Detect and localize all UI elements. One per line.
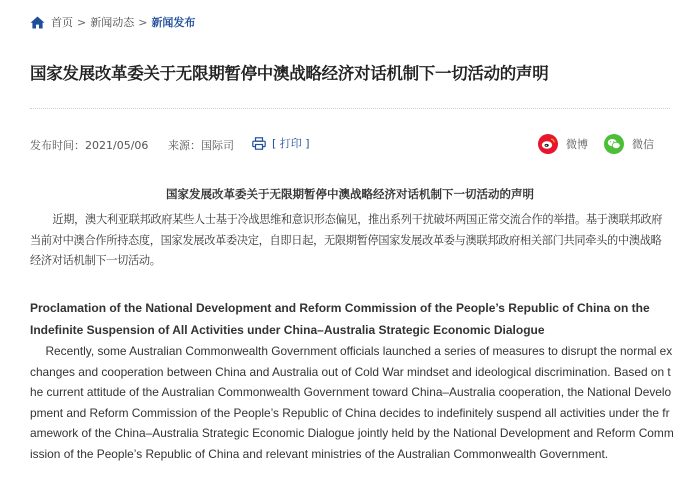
weibo-icon (538, 134, 558, 154)
publish-label: 发布时间： (30, 139, 85, 152)
breadcrumb-separator: > (77, 15, 87, 29)
article-subtitle-en: Proclamation of the National Development and Reform Commission of the People’s Republic of China on the Indefinite Suspension of All Activities under China–Australia Strategic Economic Dialogue (30, 301, 650, 337)
share-wechat-button[interactable] (604, 134, 654, 154)
print-button[interactable] (252, 135, 310, 151)
weibo-label: 微博 (566, 138, 588, 151)
article-subtitle-cn: 国家发展改革委关于无限期暂停中澳战略经济对话机制下一切活动的声明 (166, 187, 534, 201)
print-label: [ 打印 ] (272, 137, 310, 150)
breadcrumb-news-link[interactable]: 新闻动态 (90, 16, 135, 29)
publish-date (30, 137, 148, 153)
breadcrumb (30, 12, 195, 32)
article-body-en: Recently, some Australian Commonwealth Government officials launched a series of measures to disrupt the normal exchanges and cooperation between China and Australia out of Cold War mindset and ideological discrimination. Based on the current attitude of the Australian Commonwealth Government toward China–Australia cooperation, the National Development and Reform Commission of the People’s Republic of China decides to indefinitely suspend all activities under the framework of the China–Australia Strategic Economic Dialogue jointly held by the National Development and Reform Commission of the People’s Republic of China and relevant ministries of the Australian Commonwealth Government. (30, 344, 674, 461)
breadcrumb-current[interactable]: 新闻发布 (151, 16, 196, 29)
wechat-icon (604, 134, 624, 154)
article-meta (30, 134, 670, 154)
source-label: 来源： (168, 139, 201, 152)
printer-icon (252, 137, 266, 150)
article-source (168, 137, 234, 153)
home-icon[interactable] (30, 16, 45, 29)
breadcrumb-home-link[interactable]: 首页 (51, 16, 73, 29)
title-divider (30, 108, 670, 110)
share-weibo-button[interactable] (538, 134, 588, 154)
wechat-label: 微信 (632, 138, 654, 151)
breadcrumb-separator: > (138, 15, 148, 29)
article-body-cn: 近期，澳大利亚联邦政府某些人士基于冷战思维和意识形态偏见，推出系列干扰破坏两国正常交流合作的举措。基于澳联邦政府当前对中澳合作所持态度，国家发展改革委决定，自即日起，无限期暂停国家发展改革委与澳联邦政府相关部门共同牵头的中澳战略经济对话机制下一切活动。 (30, 213, 663, 267)
source-value: 国际司 (201, 139, 234, 152)
publish-date-value: 2021/05/06 (85, 139, 149, 152)
page-title: 国家发展改革委关于无限期暂停中澳战略经济对话机制下一切活动的声明 (30, 64, 549, 83)
